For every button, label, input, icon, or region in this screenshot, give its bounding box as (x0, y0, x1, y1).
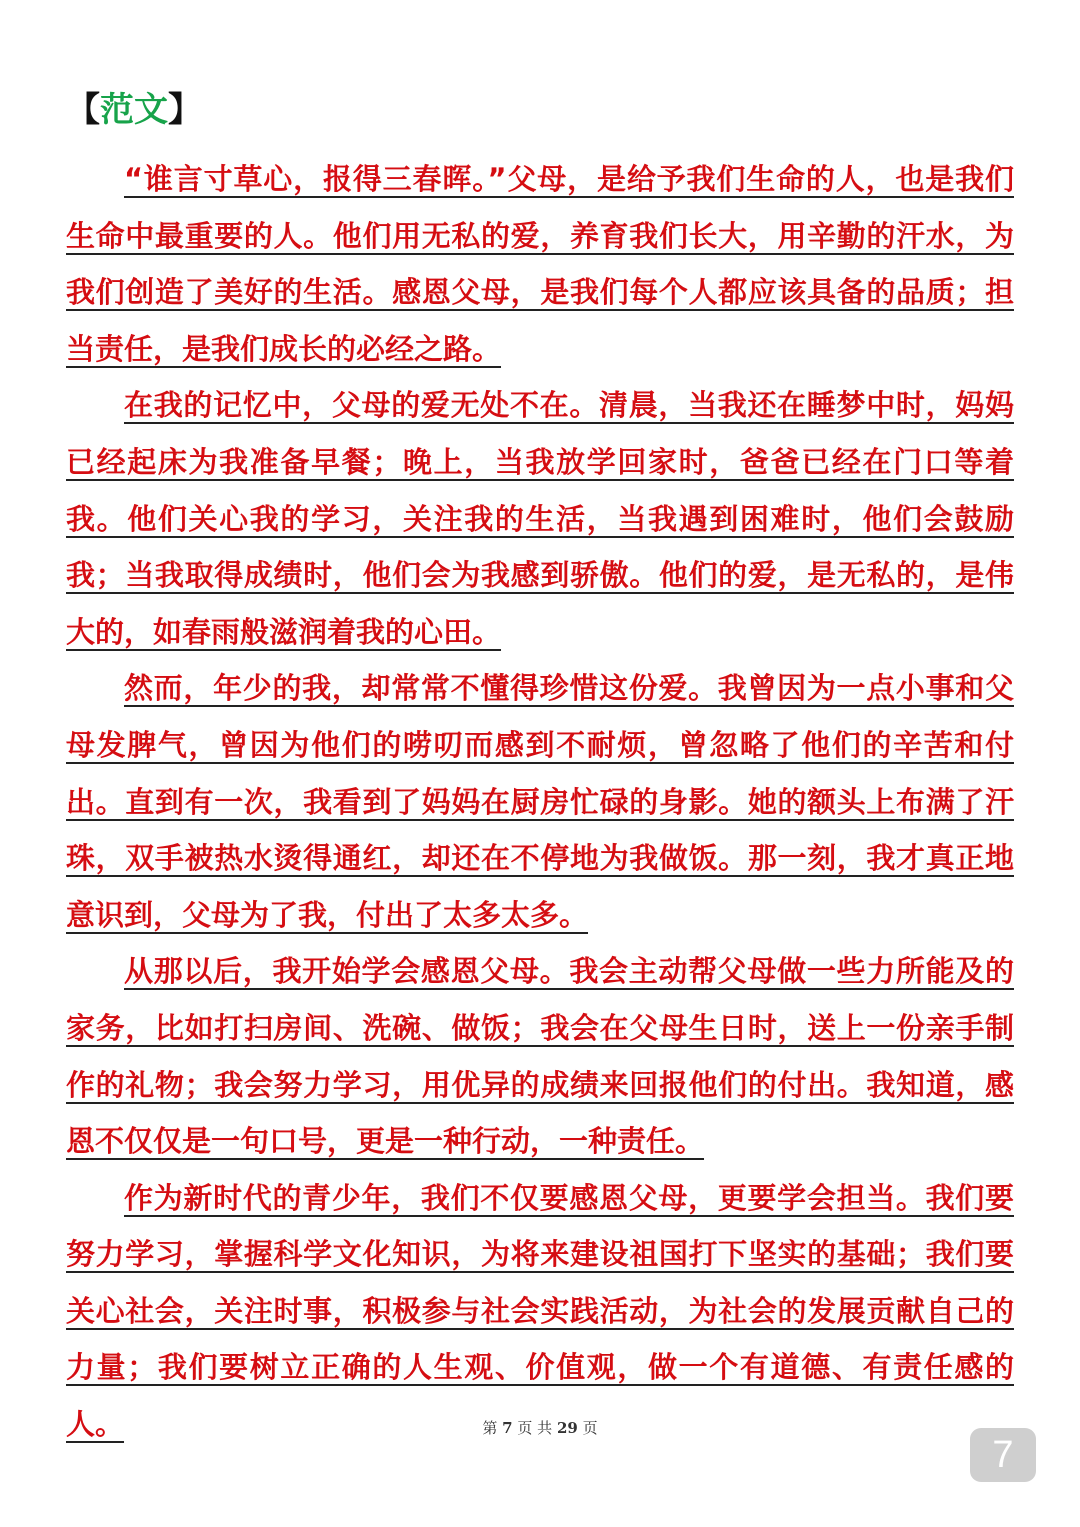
paragraph-4-text: 从那以后，我开始学会感恩父母。我会主动帮父母做一些力所能及的家务，比如打扫房间、洗碗、做饭；我会在父母生日时，送上一份亲手制作的礼物；我会努力学习，用优异的成绩来回报他们的付出。我知道，感恩不仅仅是一句口号，更是一种行动，一种责任。 (66, 954, 1014, 1159)
footer-suffix: 页 (582, 1419, 598, 1437)
paragraph-5 (66, 1170, 1014, 1453)
footer-middle: 页 共 (517, 1419, 553, 1437)
paragraph-3 (66, 660, 1014, 943)
paragraph-5-text: 作为新时代的青少年，我们不仅要感恩父母，更要学会担当。我们要努力学习，掌握科学文化知识，为将来建设祖国打下坚实的基础；我们要关心社会，关注时事，积极参与社会实践活动，为社会的发展贡献自己的力量；我们要树立正确的人生观、价值观，做一个有道德、有责任感的人。 (66, 1180, 1014, 1442)
footer-current-page: 7 (502, 1419, 513, 1437)
paragraph-1 (66, 151, 1014, 377)
paragraph-4 (66, 943, 1014, 1169)
paragraph-3-text: 然而，年少的我，却常常不懂得珍惜这份爱。我曾因为一点小事和父母发脾气，曾因为他们的唠叨而感到不耐烦，曾忽略了他们的辛苦和付出。直到有一次，我看到了妈妈在厨房忙碌的身影。她的额头上布满了汗珠，双手被热水烫得通红，却还在不停地为我做饭。那一刻，我才真正地意识到，父母为了我，付出了太多太多。 (66, 671, 1014, 932)
paragraph-2 (66, 377, 1014, 660)
essay-body (66, 151, 1014, 1453)
page-footer (0, 1414, 1080, 1442)
page-number-badge: 7 (970, 1428, 1036, 1482)
footer-total-pages: 29 (556, 1419, 578, 1437)
heading-title: 范文 (100, 90, 168, 130)
heading-open-bracket: 【 (66, 90, 100, 130)
heading-close-bracket: 】 (168, 90, 202, 130)
footer-prefix: 第 (482, 1419, 498, 1437)
paragraph-1-text: “谁言寸草心，报得三春晖。”父母，是给予我们生命的人，也是我们生命中最重要的人。他们用无私的爱，养育我们长大，用辛勤的汗水，为我们创造了美好的生活。感恩父母，是我们每个人都应该具备的品质；担当责任，是我们成长的必经之路。 (66, 162, 1014, 366)
paragraph-2-text: 在我的记忆中，父母的爱无处不在。清晨，当我还在睡梦中时，妈妈已经起床为我准备早餐；晚上，当我放学回家时，爸爸已经在门口等着我。他们关心我的学习，关注我的生活，当我遇到困难时，他们会鼓励我；当我取得成绩时，他们会为我感到骄傲。他们的爱，是无私的，是伟大的，如春雨般滋润着我的心田。 (66, 388, 1014, 649)
section-heading (66, 84, 202, 136)
